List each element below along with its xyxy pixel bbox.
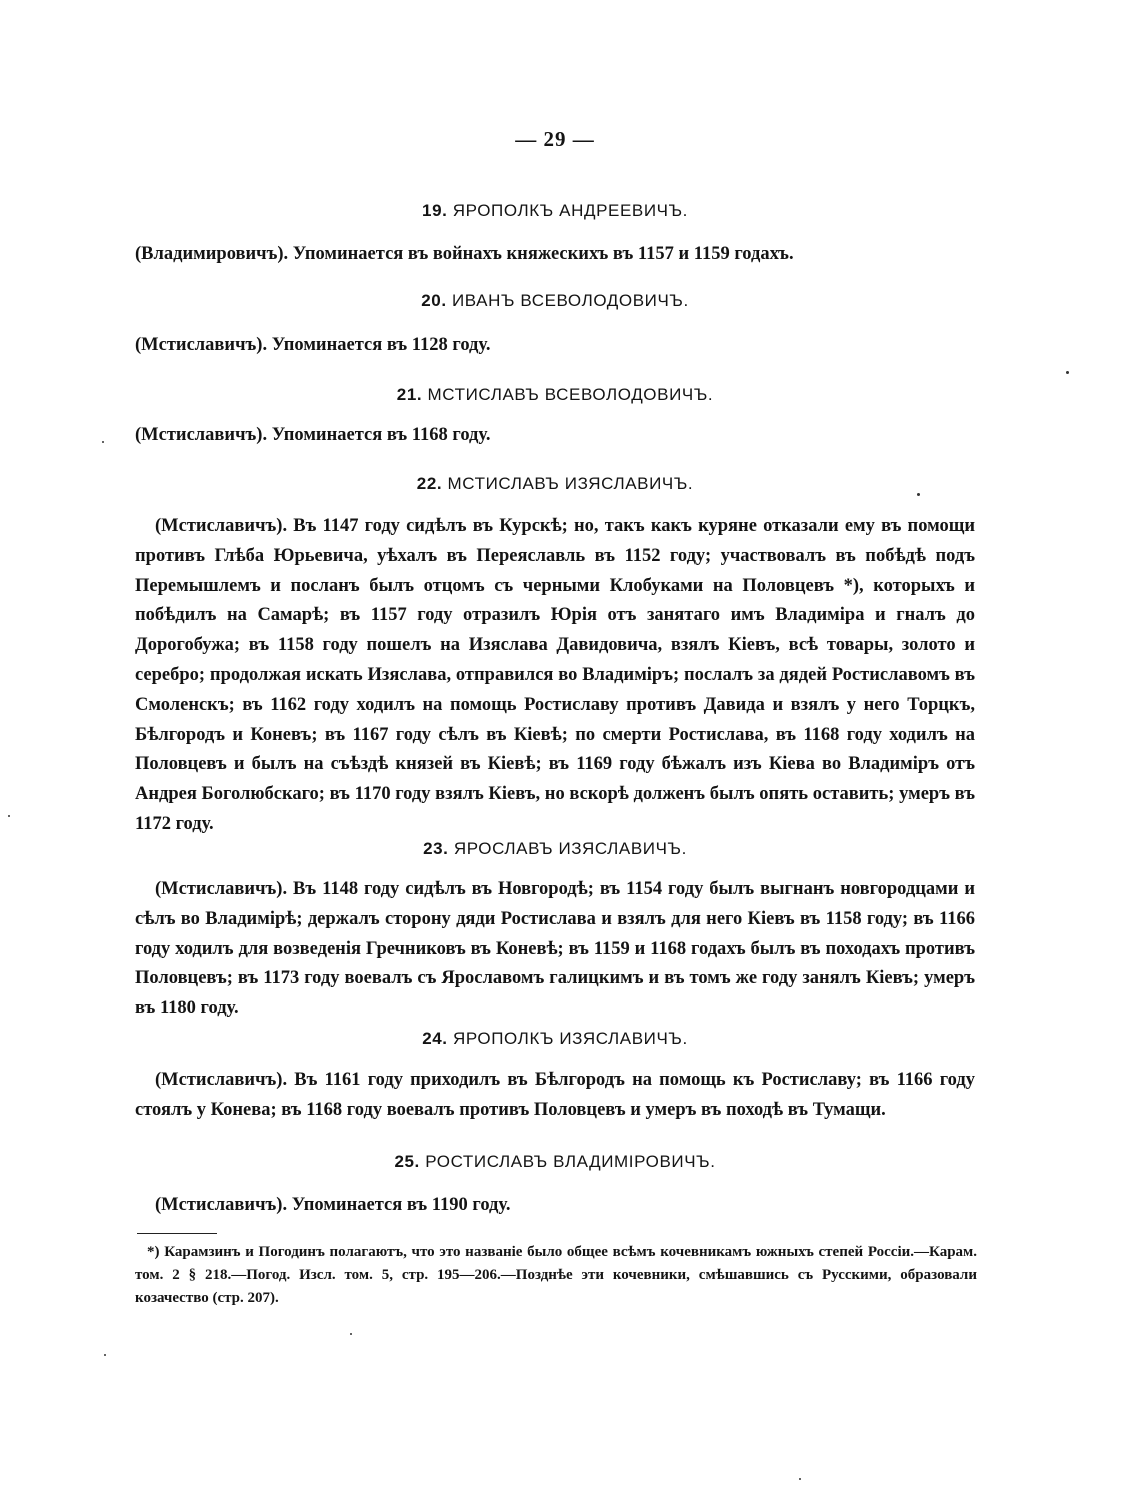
entry-number: 21. [396,385,423,404]
entry-text: (Мстиславичъ). Упоминается въ 1190 году. [155,1195,511,1215]
entry-number: 24. [422,1029,448,1048]
scan-speck [8,815,10,817]
scan-speck [1066,371,1069,374]
page-number: — 29 — [515,127,595,151]
entry-text: (Мстиславичъ). Упоминается въ 1168 году. [135,425,491,445]
entry-heading [0,839,1110,859]
entry-name: МСТИСЛАВЪ ИЗЯСЛАВИЧЪ. [447,474,694,493]
entry-name: ИВАНЪ ВСЕВОЛОДОВИЧЪ. [451,291,689,310]
footnote-text: Карамзинъ и Погодинъ полагаютъ, что это названіе было общее всѣмъ кочевникамъ южныхъ степей Россіи.—Карам. том. 2 § 218.—Погод. Изсл. том. 5, стр. 195—206.—Позднѣе эти кочевники, смѣшавшись съ Русскими, образовали козачество (стр. 207). [135,1244,978,1306]
footnote [135,1241,977,1310]
entry-text: (Владимировичъ). Упоминается въ войнахъ княжескихъ въ 1157 и 1159 годахъ. [135,244,794,264]
entry-name: ЯРОСЛАВЪ ИЗЯСЛАВИЧЪ. [453,839,687,858]
entry-name: МСТИСЛАВЪ ВСЕВОЛОДОВИЧЪ. [427,385,714,404]
entry-number: 20. [421,291,447,310]
entry-heading [0,385,1110,405]
scan-speck [102,441,104,443]
entry-number: 22. [416,474,443,493]
entry-text: (Мстиславичъ). Въ 1147 году сидѣлъ въ Курскѣ; но, такъ какъ куряне отказали ему въ помощи противъ Глѣба Юрьевича, уѣхалъ въ Переяславль въ 1152 году; участвовалъ въ побѣдѣ подъ Перемышлемъ и посланъ былъ отцомъ съ черными Клобуками на Половцевъ *), которыхъ и побѣдилъ на Самарѣ; въ 1157 году отразилъ Юрія отъ занятаго имъ Владиміра и гналъ до Дорогобужа; въ 1158 году пошелъ на Изяслава Давидовича, взялъ Кіевъ, всѣ товары, золото и серебро; продолжая искать Изяслава, отправился во Владиміръ; послалъ за дядей Ростиславомъ въ Смоленскъ; въ 1162 году ходилъ на помощь Ростиславу противъ Давида и взялъ у него Торцкъ, Бѣлгородъ и Коневъ; въ 1167 году сѣлъ въ Кіевѣ; по смерти Ростислава, въ 1168 году ходилъ на Половцевъ и былъ на съѣздѣ князей въ Кіевѣ; въ 1169 году бѣжалъ изъ Кіева во Владиміръ отъ Андрея Боголюбскаго; въ 1170 году взялъ Кіевъ, но вскорѣ долженъ былъ опять оставить; умеръ въ 1172 году. [135,516,975,834]
entry-name: РОСТИСЛАВЪ ВЛАДИМІРОВИЧЪ. [425,1152,716,1171]
entry-text: (Мстиславичъ). Въ 1161 году приходилъ въ Бѣлгородъ на помощь къ Ростиславу; въ 1166 году стоялъ у Конева; въ 1168 году воевалъ противъ Половцевъ и умеръ въ походѣ въ Тумащи. [135,1070,975,1120]
entry-heading [0,291,1110,311]
entry-text: (Мстиславичъ). Упоминается въ 1128 году. [135,335,491,355]
scan-speck [917,493,920,496]
scan-speck [104,1354,106,1356]
footnote-divider [137,1233,217,1234]
scan-speck [350,1333,352,1335]
entry-number: 25. [394,1152,420,1171]
footnote-mark: *) [147,1244,160,1260]
entry-text: (Мстиславичъ). Въ 1148 году сидѣлъ въ Новгородѣ; въ 1154 году былъ выгнанъ новгородцами и сѣлъ во Владимірѣ; держалъ сторону дяди Ростислава и взялъ для него Кіевъ въ 1158 году; въ 1166 году ходилъ для возведенія Гречниковъ въ Коневѣ; въ 1159 и 1168 годахъ былъ въ походахъ противъ Половцевъ; въ 1173 году воевалъ съ Ярославомъ галицкимъ и въ томъ же году занялъ Кіевъ; умеръ въ 1180 году. [135,879,975,1019]
entry-name: ЯРОПОЛКЪ ИЗЯСЛАВИЧЪ. [452,1029,688,1048]
scan-speck [799,1478,801,1480]
entry-name: ЯРОПОЛКЪ АНДРЕЕВИЧЪ. [452,201,688,220]
entry-number: 19. [422,201,448,220]
entry-number: 23. [423,839,449,858]
entry-heading [0,201,1110,221]
entry-heading [0,1029,1110,1049]
entry-heading [0,474,1110,494]
entry-heading [0,1152,1110,1172]
